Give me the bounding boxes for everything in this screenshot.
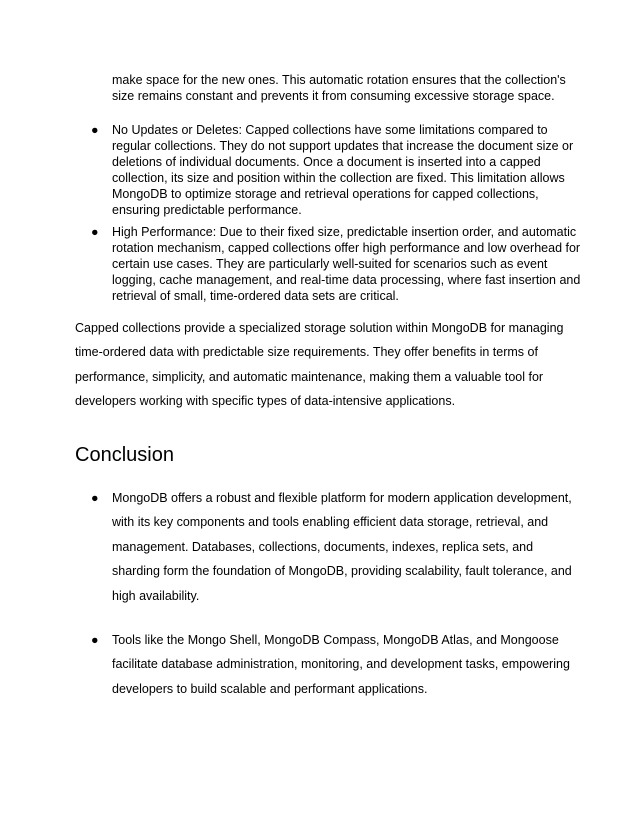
bullet-text: No Updates or Deletes: Capped collections have some limitations compared to regular collections. They do not support updates that increase the document size or deletions of individual documents. Once a document is inserted into a capped collection, its size and position within the collection are fixed. This limitation allows MongoDB to optimize storage and retrieval operations for capped collections, ensuring predictable performance. bbox=[112, 123, 574, 217]
conclusion-heading: Conclusion bbox=[75, 444, 174, 466]
bullet-text: Tools like the Mongo Shell, MongoDB Compass, MongoDB Atlas, and Mongoose facilitate database administration, monitoring, and development tasks, empowering developers to build scalable and performant applications. bbox=[112, 633, 570, 696]
summary-paragraph: Capped collections provide a specialized storage solution within MongoDB for managing time-ordered data with predictable size requirements. They offer benefits in terms of performance, simplicity, and automatic maintenance, making them a valuable tool for developers working with specific types of data-intensive applications. bbox=[75, 321, 564, 409]
bullet-text: High Performance: Due to their fixed size, predictable insertion order, and automatic rotation mechanism, capped collections offer high performance and low overhead for certain use cases. They are particularly well-suited for scenarios such as event logging, cache management, and real-time data processing, where fast insertion and retrieval of small, time-ordered data sets are critical. bbox=[112, 225, 581, 303]
bullet-dot-icon: ● bbox=[91, 633, 99, 647]
continuation-paragraph: make space for the new ones. This automatic rotation ensures that the collection's size remains constant and prevents it from consuming excessive storage space. bbox=[112, 73, 566, 103]
bullet-dot-icon: ● bbox=[91, 225, 99, 239]
bullet-dot-icon: ● bbox=[91, 491, 99, 505]
bullet-dot-icon: ● bbox=[91, 123, 99, 137]
bullet-text: MongoDB offers a robust and flexible platform for modern application development, with its key components and tools enabling efficient data storage, retrieval, and management. Databases, collections, documents, indexes, replica sets, and sharding form the foundation of MongoDB, providing scalability, fault tolerance, and high availability. bbox=[112, 491, 572, 603]
